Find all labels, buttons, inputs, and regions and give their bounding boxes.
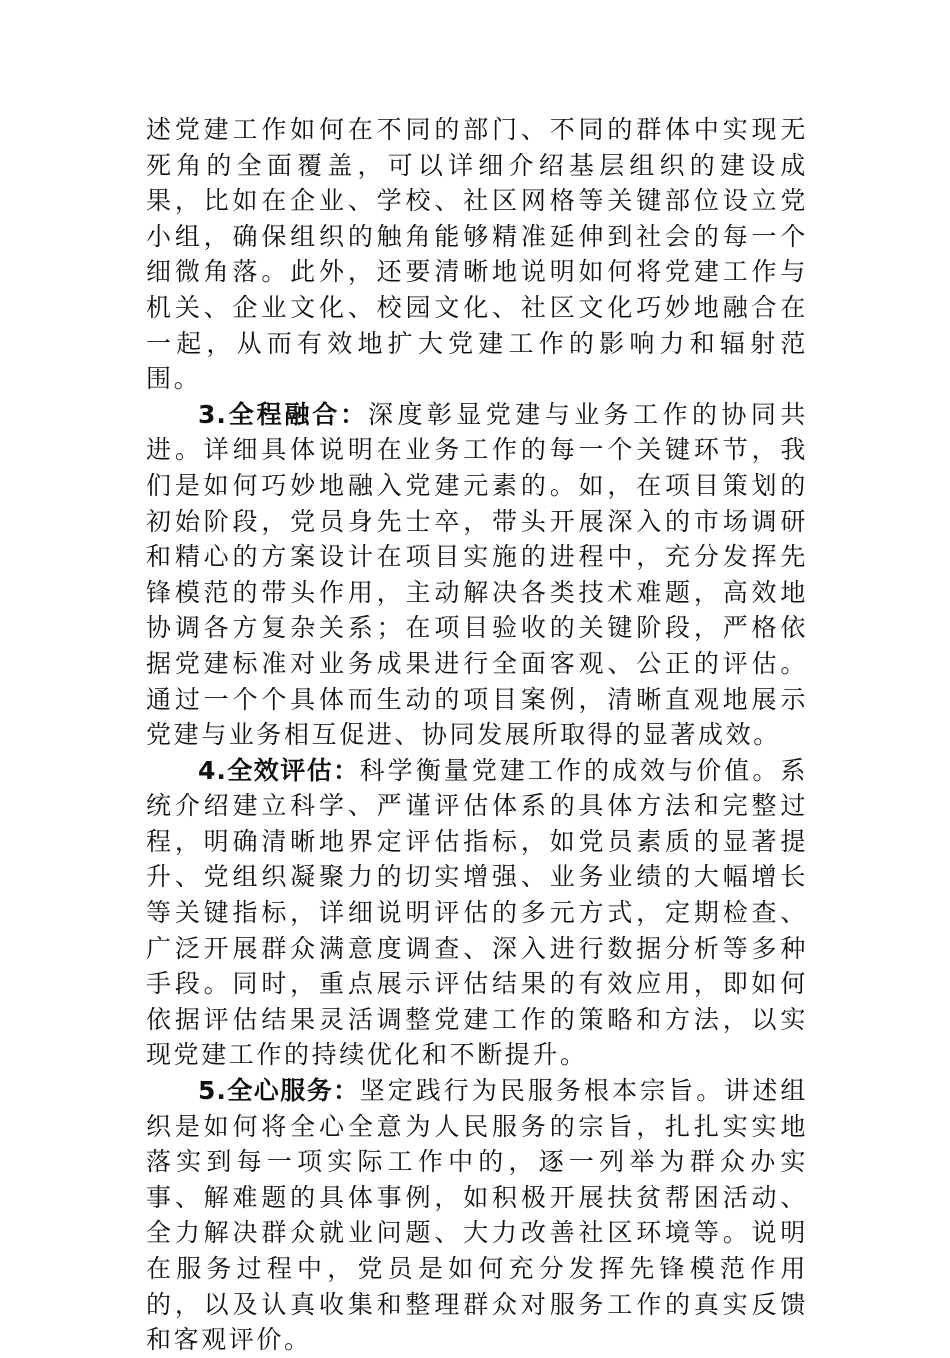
section-heading: 4.全效评估： [198,755,360,785]
section-heading: 3.全程融合： [198,399,369,429]
section-heading: 5.全心服务： [198,1076,360,1106]
paragraph-body: 述党建工作如何在不同的部门、不同的群体中实现无死角的全面覆盖，可以详细介绍基层组织的建设成果，比如在企业、学校、社区网格等关键部位设立党小组，确保组织的触角能够精准延伸到社会的每一个细微角落。此外，还要清晰地说明如何将党建工作与机关、企业文化、校园文化、社区文化巧妙地融合在一起，从而有效地扩大党建工作的影响力和辐射范围。 [146,115,808,394]
paragraph-continued [146,112,808,397]
paragraph-body: 深度彰显党建与业务工作的协同共进。详细具体说明在业务工作的每一个关键环节，我们是如何巧妙地融入党建元素的。如，在项目策划的初始阶段，党员身先士卒，带头开展深入的市场调研和精心的方案设计在项目实施的进程中，充分发挥先锋模范的带头作用，主动解决各类技术难题，高效地协调各方复杂关系；在项目验收的关键阶段，严格依据党建标准对业务成果进行全面客观、公正的评估。通过一个个具体而生动的项目案例，清晰直观地展示党建与业务相互促进、协同发展所取得的显著成效。 [146,399,808,750]
paragraph-body: 坚定践行为民服务根本宗旨。讲述组织是如何将全心全意为人民服务的宗旨，扎扎实实地落实到每一项实际工作中的，逐一列举为群众办实事、解难题的具体事例，如积极开展扶贫帮困活动、全力解决群众就业问题、大力改善社区环境等。说明在服务过程中，党员是如何充分发挥先锋模范作用的，以及认真收集和整理群众对服务工作的真实反馈和客观评价。 [146,1076,808,1355]
paragraph-section-5 [146,1073,808,1358]
paragraph-body: 科学衡量党建工作的成效与价值。系统介绍建立科学、严谨评估体系的具体方法和完整过程，明确清晰地界定评估指标，如党员素质的显著提升、党组织凝聚力的切实增强、业务业绩的大幅增长等关键指标，详细说明评估的多元方式，定期检查、广泛开展群众满意度调查、深入进行数据分析等多种手段。同时，重点展示评估结果的有效应用，即如何依据评估结果灵活调整党建工作的策略和方法，以实现党建工作的持续优化和不断提升。 [146,755,808,1070]
document-page [146,112,808,1358]
paragraph-section-4 [146,753,808,1073]
paragraph-section-3 [146,397,808,753]
